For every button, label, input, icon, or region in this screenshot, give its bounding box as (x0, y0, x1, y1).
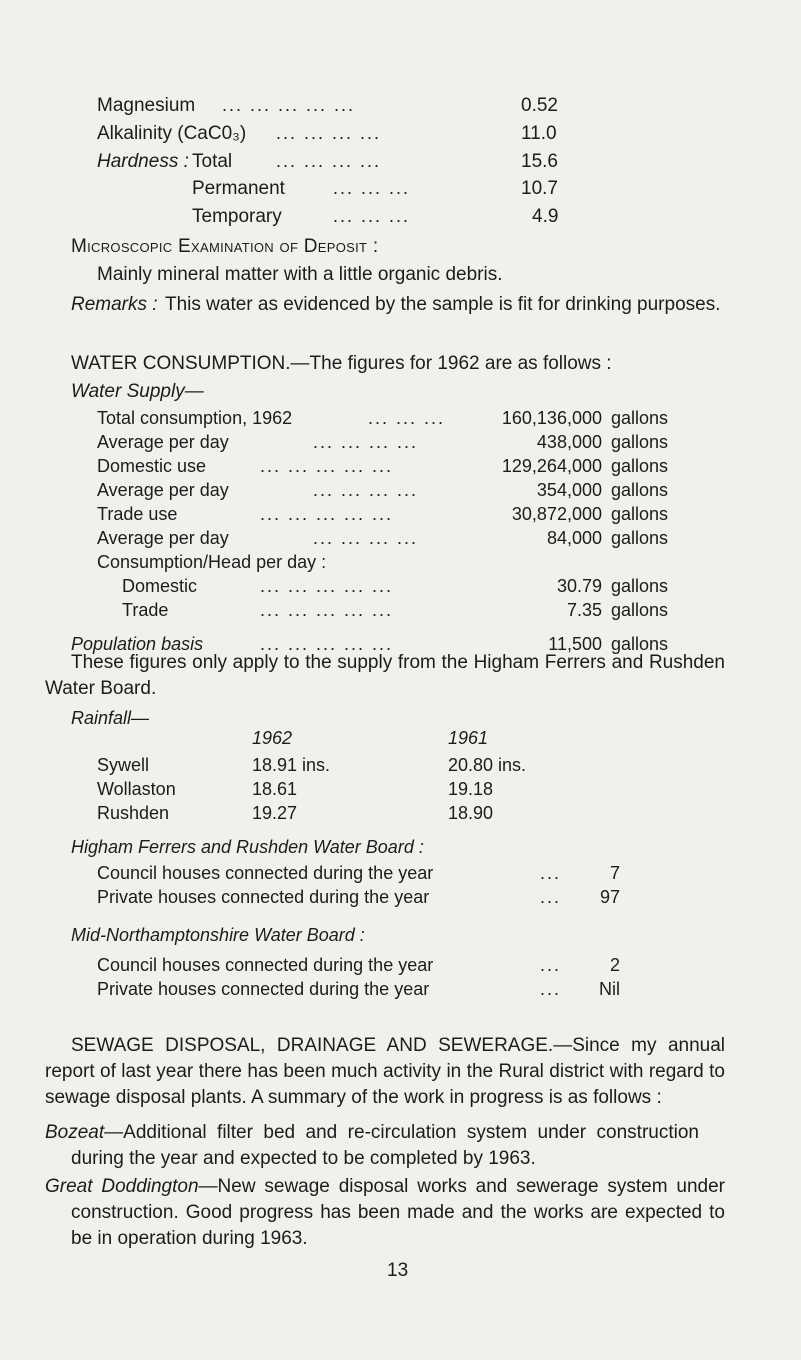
board-row-label: Private houses connected during the year (97, 979, 430, 999)
rainfall-year-1962: 1962 (252, 728, 293, 748)
rainfall-value: 18.61 (252, 779, 298, 799)
board-row-label: Council houses connected during the year (97, 863, 434, 883)
board-row-value: 7 (609, 863, 620, 883)
water-supply-label: Water Supply— (71, 381, 204, 402)
row-label: Consumption/Head per day : (97, 552, 327, 572)
remarks-label: Remarks : (71, 294, 158, 315)
leader-dots: ... ... ... ... ... (260, 504, 394, 524)
row-unit: gallons (611, 600, 669, 620)
row-label: Average per day (97, 528, 229, 548)
leader-dots: ... ... ... (368, 408, 446, 428)
row-label: Total (192, 151, 233, 172)
leader-dots: ... (540, 863, 562, 883)
rainfall-place: Rushden (97, 803, 170, 823)
leader-dots: ... ... ... ... (313, 528, 419, 548)
leader-dots: ... ... ... ... (313, 432, 419, 452)
leader-dots: ... ... ... ... ... (260, 600, 394, 620)
leader-dots: ... ... ... ... ... (260, 456, 394, 476)
sewage-item-text: —Additional filter bed and re-circulation system under construction during the year and expected to be completed by 1963. (71, 1122, 699, 1169)
row-value: 0.52 (521, 95, 558, 116)
leader-dots: ... ... ... ... ... (222, 95, 356, 115)
consumption-heading: WATER CONSUMPTION.—The figures for 1962 are as follows : (71, 353, 612, 374)
row-label: Domestic (122, 576, 198, 596)
rainfall-value: 19.27 (252, 803, 298, 823)
row-unit: gallons (611, 432, 669, 452)
row-label: Temporary (192, 206, 282, 227)
population-unit: gallons (611, 634, 669, 654)
row-value: 129,264,000 (501, 456, 602, 476)
row-label: Domestic use (97, 456, 207, 476)
row-value: 30.79 (556, 576, 602, 596)
row-unit: gallons (611, 408, 669, 428)
sewage-item-text: —New sewage disposal works and sewerage system under construction. Good progress has been made and the works are expected to be in operation during 1963. (71, 1176, 725, 1249)
rainfall-value: 20.80 ins. (448, 755, 527, 775)
page-number: 13 (387, 1260, 409, 1281)
sewage-item (45, 1174, 725, 1252)
row-label: Alkalinity (CaC0₃) (97, 123, 247, 144)
row-label: Trade use (97, 504, 178, 524)
rainfall-place: Sywell (97, 755, 150, 775)
board-row-label: Council houses connected during the year (97, 955, 434, 975)
leader-dots: ... (540, 979, 562, 999)
row-value: 11.0 (521, 123, 557, 144)
microscopic-heading: Microscopic Examination of Deposit : (71, 236, 379, 257)
board-row-value: 2 (609, 955, 620, 975)
sewage-item-place: Bozeat (45, 1122, 105, 1143)
row-value: 30,872,000 (511, 504, 602, 524)
row-label: Magnesium (97, 95, 196, 116)
row-label: Permanent (192, 178, 285, 199)
consumption-note: These figures only apply to the supply from the Higham Ferrers and Rushden Water Board. (45, 652, 725, 699)
board-row-value: 97 (599, 887, 620, 907)
sewage-item (45, 1120, 699, 1172)
rainfall-value: 19.18 (448, 779, 494, 799)
rainfall-value: 18.90 (448, 803, 494, 823)
microscopic-text: Mainly mineral matter with a little organic debris. (97, 264, 503, 285)
sewage-item-place: Great Doddington (45, 1176, 199, 1197)
leader-dots: ... ... ... ... (276, 151, 382, 171)
leader-dots: ... ... ... ... ... (260, 634, 394, 654)
row-value: 354,000 (536, 480, 602, 500)
row-value: 160,136,000 (501, 408, 602, 428)
row-label: Trade (122, 600, 169, 620)
row-value: 84,000 (546, 528, 602, 548)
leader-dots: ... ... ... (333, 206, 411, 226)
rainfall-place: Wollaston (97, 779, 176, 799)
rainfall-year-1961: 1961 (448, 728, 489, 748)
leader-dots: ... ... ... ... ... (260, 576, 394, 596)
row-value: 438,000 (536, 432, 602, 452)
row-unit: gallons (611, 480, 669, 500)
population-value: 11,500 (548, 634, 602, 654)
board-row-value: Nil (599, 979, 620, 999)
leader-dots: ... ... ... (333, 178, 411, 198)
rainfall-value: 18.91 ins. (252, 755, 331, 775)
board-name: Higham Ferrers and Rushden Water Board : (71, 837, 424, 857)
board-row-label: Private houses connected during the year (97, 887, 430, 907)
rainfall-label: Rainfall— (71, 708, 150, 728)
row-unit: gallons (611, 528, 669, 548)
remarks-text: This water as evidenced by the sample is fit for drinking purposes. (165, 294, 721, 315)
row-label: Total consumption, 1962 (97, 408, 293, 428)
row-label: Average per day (97, 432, 229, 452)
row-unit: gallons (611, 576, 669, 596)
row-value: 7.35 (566, 600, 602, 620)
leader-dots: ... ... ... ... (276, 123, 382, 143)
leader-dots: ... (540, 887, 562, 907)
row-value: 15.6 (521, 151, 558, 172)
leader-dots: ... (540, 955, 562, 975)
row-unit: gallons (611, 456, 669, 476)
row-prefix: Hardness : (97, 151, 189, 172)
row-value: 10.7 (521, 178, 558, 199)
board-name: Mid-Northamptonshire Water Board : (71, 925, 365, 945)
row-label: Average per day (97, 480, 229, 500)
population-label: Population basis (71, 634, 204, 654)
row-value: 4.9 (532, 206, 559, 227)
sewage-paragraph: SEWAGE DISPOSAL, DRAINAGE AND SEWERAGE.—Since my annual report of last year there has been much activity in the Rural district with regard to sewage disposal plants. A summary of the work in progress is as follows : (45, 1035, 725, 1108)
leader-dots: ... ... ... ... (313, 480, 419, 500)
row-unit: gallons (611, 504, 669, 524)
